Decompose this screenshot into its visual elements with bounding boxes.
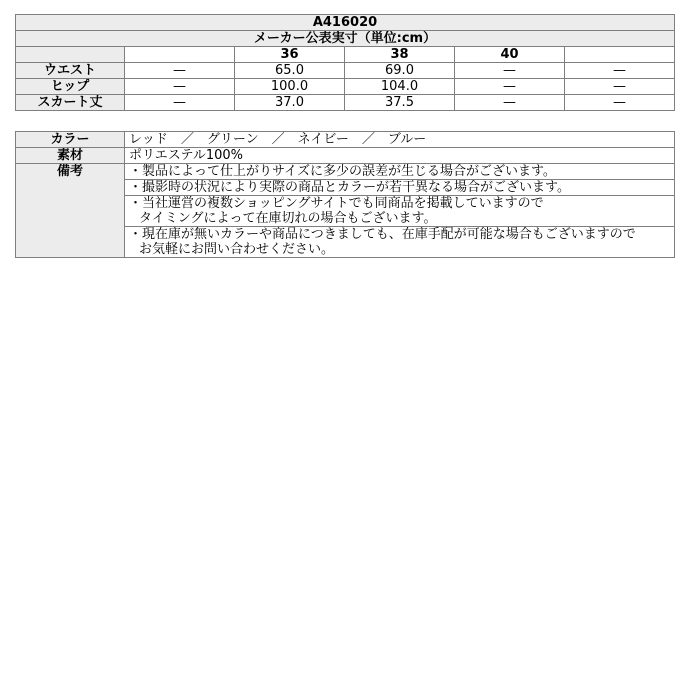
table-row <box>16 164 675 180</box>
table-row <box>16 148 675 164</box>
size-table <box>15 14 675 111</box>
table-row <box>16 63 675 79</box>
measure-cell: 65.0 <box>235 63 345 79</box>
note-item <box>125 227 675 258</box>
product-info-table <box>15 131 675 258</box>
measure-cell: 37.0 <box>235 95 345 111</box>
note-line: ・撮影時の状況により実際の商品とカラーが若干異なる場合がございます。 <box>129 180 570 195</box>
notes-label: 備考 <box>16 164 125 258</box>
table-row <box>16 95 675 111</box>
size-header <box>125 47 235 63</box>
note-item <box>125 180 675 196</box>
size-header <box>565 47 675 63</box>
material-value: ポリエステル100% <box>125 148 675 164</box>
measure-cell: — <box>125 63 235 79</box>
size-header: 36 <box>235 47 345 63</box>
material-label: 素材 <box>16 148 125 164</box>
measure-cell: 104.0 <box>345 79 455 95</box>
measure-cell: 100.0 <box>235 79 345 95</box>
measure-cell: — <box>125 79 235 95</box>
note-line: タイミングによって在庫切れの場合もございます。 <box>139 211 437 226</box>
measure-cell: — <box>455 63 565 79</box>
measure-cell: 37.5 <box>345 95 455 111</box>
product-code: A416020 <box>16 15 675 31</box>
measure-cell: — <box>565 63 675 79</box>
row-label-waist: ウエスト <box>16 63 125 79</box>
size-table-subtitle: メーカー公表実寸（単位:cm） <box>16 31 675 47</box>
note-line: ・当社運営の複数ショッピングサイトでも同商品を掲載していますので <box>129 196 544 211</box>
note-line: ・製品によって仕上がりサイズに多少の誤差が生じる場合がございます。 <box>129 164 556 179</box>
measure-cell: — <box>455 79 565 95</box>
row-label-skirt-length: スカート丈 <box>16 95 125 111</box>
measure-cell: — <box>455 95 565 111</box>
color-value: レッド ／ グリーン ／ ネイビー ／ ブルー <box>125 132 675 148</box>
color-label: カラー <box>16 132 125 148</box>
measure-cell: 69.0 <box>345 63 455 79</box>
size-header-corner <box>16 47 125 63</box>
note-line: ・現在庫が無いカラーや商品につきましても、在庫手配が可能な場合もございますので <box>129 227 636 242</box>
table-row <box>16 79 675 95</box>
note-item <box>125 196 675 227</box>
size-header: 38 <box>345 47 455 63</box>
note-item <box>125 164 675 180</box>
measure-cell: — <box>125 95 235 111</box>
table-row <box>16 132 675 148</box>
measure-cell: — <box>565 79 675 95</box>
measure-cell: — <box>565 95 675 111</box>
row-label-hip: ヒップ <box>16 79 125 95</box>
size-header: 40 <box>455 47 565 63</box>
note-line: お気軽にお問い合わせください。 <box>139 242 335 257</box>
